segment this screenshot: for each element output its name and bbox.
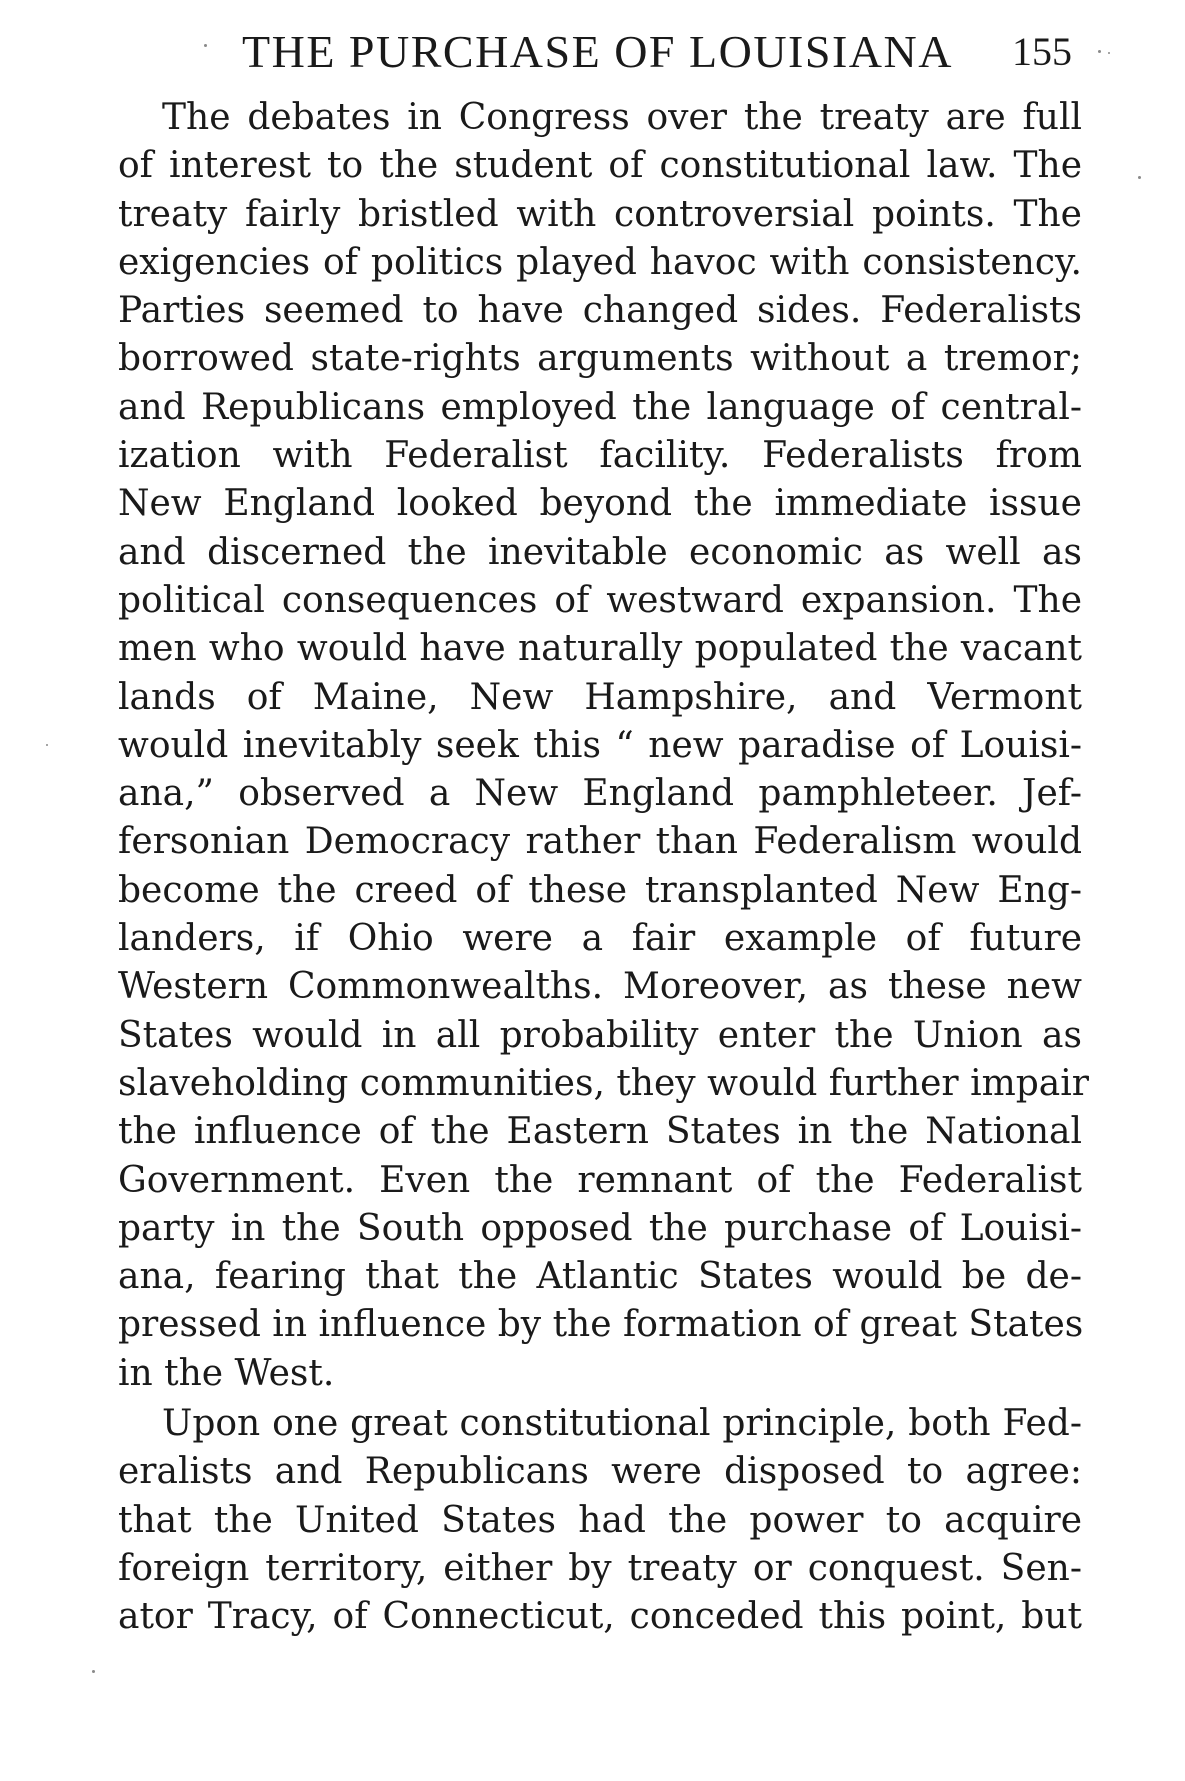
text-line: ana,” observed a New England pamphleteer. Jef-: [118, 773, 1082, 815]
text-line: ana, fearing that the Atlantic States would be de-: [118, 1256, 1082, 1298]
paragraph-2: [118, 1400, 1082, 1641]
running-head: [0, 24, 1185, 80]
text-line: States would in all probability enter the Union as: [118, 1014, 1082, 1056]
scan-speck: [46, 744, 48, 746]
text-line: eralists and Republicans were disposed to agree:: [118, 1451, 1082, 1493]
text-line: borrowed state-rights arguments without a tremor;: [118, 338, 1082, 380]
text-line: treaty fairly bristled with controversial points. The: [118, 193, 1082, 235]
text-line: that the United States had the power to acquire: [118, 1499, 1082, 1541]
text-line: the influence of the Eastern States in the National: [118, 1111, 1082, 1153]
text-line: ator Tracy, of Connecticut, conceded this point, but: [118, 1596, 1082, 1638]
text-line: Government. Even the remnant of the Federalist: [118, 1159, 1082, 1201]
text-line: lands of Maine, New Hampshire, and Vermont: [118, 676, 1082, 718]
text-line: Western Commonwealths. Moreover, as these new: [118, 966, 1082, 1008]
text-line: of interest to the student of constitutional law. The: [118, 145, 1082, 187]
text-line: men who would have naturally populated the vacant: [118, 628, 1082, 670]
paragraph-1: [118, 94, 1089, 1398]
scan-speck: [204, 44, 207, 47]
page-number: 155: [1012, 29, 1072, 74]
text-line: in the West.: [118, 1352, 335, 1394]
text-line: New England looked beyond the immediate issue: [118, 483, 1082, 525]
text-line: and discerned the inevitable economic as well as: [118, 531, 1082, 573]
body-text: [118, 94, 1089, 1642]
text-line: foreign territory, either by treaty or conquest. Sen-: [118, 1547, 1082, 1589]
scan-speck: [1098, 50, 1101, 53]
text-line: political consequences of westward expansion. The: [118, 579, 1082, 621]
text-line: pressed in influence by the formation of great States: [118, 1304, 1084, 1346]
scan-speck: [1138, 176, 1141, 179]
text-line: Parties seemed to have changed sides. Federalists: [118, 290, 1082, 332]
text-line: and Republicans employed the language of central-: [118, 386, 1082, 428]
text-line: party in the South opposed the purchase of Louisi-: [118, 1207, 1082, 1249]
running-title: THE PURCHASE OF LOUISIANA: [242, 26, 953, 77]
text-line: landers, if Ohio were a fair example of future: [118, 918, 1082, 960]
text-line: The debates in Congress over the treaty are full: [162, 97, 1082, 138]
text-line: would inevitably seek this “ new paradise of Louisi-: [118, 724, 1082, 766]
text-line: exigencies of politics played havoc with consistency.: [118, 241, 1082, 283]
text-line: fersonian Democracy rather than Federalism would: [118, 821, 1082, 863]
text-line: become the creed of these transplanted New Eng-: [118, 869, 1082, 911]
scan-speck: [92, 1670, 95, 1673]
text-line: Upon one great constitutional principle, both Fed-: [162, 1403, 1082, 1445]
scan-speck: [1108, 52, 1110, 54]
text-line: ization with Federalist facility. Federalists from: [118, 435, 1082, 477]
text-line: slaveholding communities, they would further impair: [118, 1062, 1089, 1104]
